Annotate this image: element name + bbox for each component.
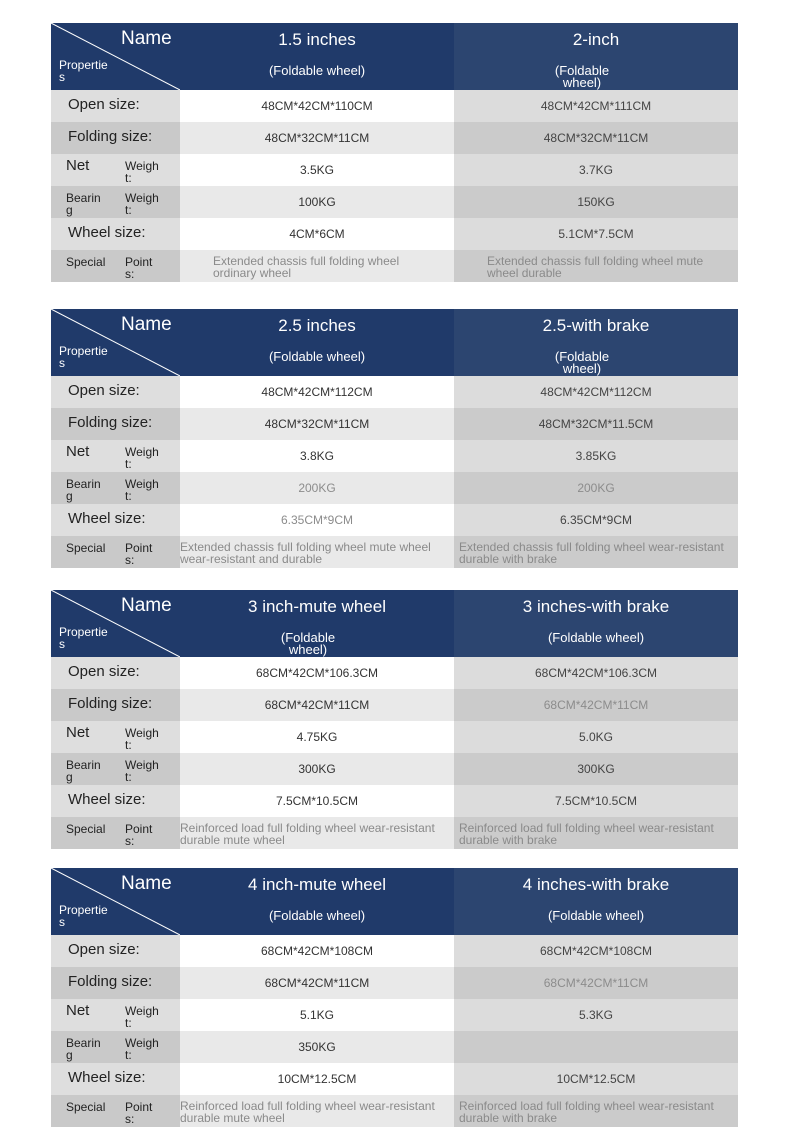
cell-value: 7.5CM*10.5CM xyxy=(454,785,738,817)
cell-value: 68CM*42CM*106.3CM xyxy=(180,657,454,689)
row-label-a: Bearing xyxy=(66,1036,101,1062)
column-subtitle: (Foldable wheel) xyxy=(554,63,610,90)
row-label: Folding size: xyxy=(68,128,153,145)
column-subtitle: (Foldable wheel) xyxy=(268,908,366,923)
column-header-1 xyxy=(180,23,454,90)
row-label-b: Weight: xyxy=(125,758,159,784)
cell-value: 6.35CM*9CM xyxy=(180,504,454,536)
cell-value: 68CM*42CM*108CM xyxy=(454,935,738,967)
row-bearing-weight xyxy=(51,1031,738,1063)
cell-value: 200KG xyxy=(454,472,738,504)
cell-value: 100KG xyxy=(180,186,454,218)
cell-value: Reinforced load full folding wheel wear-resistant durable with brake xyxy=(459,821,714,847)
row-label-b: Points: xyxy=(125,255,153,281)
cell-value: 350KG xyxy=(180,1031,454,1063)
cell-value: 68CM*42CM*11CM xyxy=(454,689,738,721)
row-net-weight xyxy=(51,154,738,186)
column-subtitle: (Foldable wheel) xyxy=(268,63,366,78)
row-label-b: Weight: xyxy=(125,726,159,752)
column-header-2 xyxy=(454,590,738,657)
name-label: Name xyxy=(121,314,172,335)
cell-value: 68CM*42CM*108CM xyxy=(180,935,454,967)
properties-label: Properties xyxy=(59,344,108,370)
column-subtitle: (Foldable wheel) xyxy=(554,349,610,376)
row-label: Wheel size: xyxy=(68,791,146,808)
cell-value: Extended chassis full folding wheel mute wheel wear-resistant and durable xyxy=(180,540,431,566)
row-folding-size xyxy=(51,122,738,154)
row-special-points xyxy=(51,536,738,568)
corner-cell xyxy=(51,868,180,935)
column-title: 4 inches-with brake xyxy=(522,875,670,894)
cell-value: 5.3KG xyxy=(454,999,738,1031)
row-label-a: Special xyxy=(66,1100,106,1114)
row-open-size xyxy=(51,90,738,122)
row-folding-size xyxy=(51,689,738,721)
column-header-1 xyxy=(180,590,454,657)
corner-cell xyxy=(51,309,180,376)
column-title: 3 inches-with brake xyxy=(522,597,670,616)
cell-value: 48CM*42CM*110CM xyxy=(180,90,454,122)
row-label-a: Net xyxy=(66,443,90,460)
row-special-points xyxy=(51,817,738,849)
cell-value: Extended chassis full folding wheel ordinary wheel xyxy=(213,254,400,280)
row-wheel-size xyxy=(51,218,738,250)
name-label: Name xyxy=(121,873,172,894)
table-header xyxy=(51,868,738,935)
row-label-b: Weight: xyxy=(125,159,159,185)
cell-value: 3.5KG xyxy=(180,154,454,186)
cell-value: 4.75KG xyxy=(180,721,454,753)
row-open-size xyxy=(51,935,738,967)
row-label-b: Weight: xyxy=(125,1036,159,1062)
cell-value: 200KG xyxy=(180,472,454,504)
cell-value: Extended chassis full folding wheel wear-resistant durable with brake xyxy=(459,540,724,566)
cell-value: 4CM*6CM xyxy=(180,218,454,250)
cell-value: 68CM*42CM*11CM xyxy=(180,967,454,999)
properties-label: Properties xyxy=(59,903,108,929)
column-header-2 xyxy=(454,309,738,376)
row-label-b: Points: xyxy=(125,541,153,567)
row-label-b: Weight: xyxy=(125,1004,159,1030)
row-label-a: Net xyxy=(66,724,90,741)
row-wheel-size xyxy=(51,1063,738,1095)
corner-cell xyxy=(51,23,180,90)
spec-table-4 xyxy=(51,868,738,1127)
spec-table-2 xyxy=(51,309,738,568)
column-subtitle: (Foldable wheel) xyxy=(547,908,645,923)
row-net-weight xyxy=(51,440,738,472)
row-label-a: Special xyxy=(66,541,106,555)
cell-value: 48CM*42CM*112CM xyxy=(180,376,454,408)
row-label: Wheel size: xyxy=(68,1069,146,1086)
properties-label: Properties xyxy=(59,58,108,84)
row-open-size xyxy=(51,657,738,689)
cell-value: 68CM*42CM*106.3CM xyxy=(454,657,738,689)
corner-cell xyxy=(51,590,180,657)
cell-value: Reinforced load full folding wheel wear-resistant durable mute wheel xyxy=(180,821,435,847)
row-label-a: Bearing xyxy=(66,758,101,784)
cell-value: 48CM*32CM*11CM xyxy=(454,122,738,154)
cell-value: 3.7KG xyxy=(454,154,738,186)
column-header-1 xyxy=(180,868,454,935)
column-title: 1.5 inches xyxy=(278,30,356,49)
column-subtitle: (Foldable wheel) xyxy=(280,630,336,657)
cell-value: Reinforced load full folding wheel wear-resistant durable with brake xyxy=(459,1099,714,1125)
row-folding-size xyxy=(51,967,738,999)
row-label-a: Special xyxy=(66,822,106,836)
cell-value: 68CM*42CM*11CM xyxy=(180,689,454,721)
cell-value: 48CM*32CM*11.5CM xyxy=(454,408,738,440)
row-label-b: Weight: xyxy=(125,191,159,217)
row-wheel-size xyxy=(51,785,738,817)
row-bearing-weight xyxy=(51,472,738,504)
row-label: Wheel size: xyxy=(68,510,146,527)
row-label: Folding size: xyxy=(68,695,153,712)
row-label: Folding size: xyxy=(68,973,153,990)
cell-value: 150KG xyxy=(454,186,738,218)
row-label-b: Weight: xyxy=(125,477,159,503)
cell-value: 3.85KG xyxy=(454,440,738,472)
cell-value: Reinforced load full folding wheel wear-resistant durable mute wheel xyxy=(180,1099,435,1125)
column-title: 2.5-with brake xyxy=(542,316,650,335)
row-label-b: Weight: xyxy=(125,445,159,471)
row-label: Open size: xyxy=(68,382,140,399)
column-header-2 xyxy=(454,23,738,90)
row-bearing-weight xyxy=(51,186,738,218)
column-title: 4 inch-mute wheel xyxy=(248,875,386,894)
row-label-b: Points: xyxy=(125,822,153,848)
row-label: Folding size: xyxy=(68,414,153,431)
cell-value: 10CM*12.5CM xyxy=(180,1063,454,1095)
cell-value: 48CM*32CM*11CM xyxy=(180,408,454,440)
column-title: 3 inch-mute wheel xyxy=(248,597,386,616)
column-subtitle: (Foldable wheel) xyxy=(547,630,645,645)
row-label-a: Net xyxy=(66,157,90,174)
cell-value: Extended chassis full folding wheel mute wheel durable xyxy=(487,254,704,280)
row-folding-size xyxy=(51,408,738,440)
spec-table-1 xyxy=(51,23,738,282)
cell-value: 68CM*42CM*11CM xyxy=(454,967,738,999)
column-title: 2.5 inches xyxy=(278,316,356,335)
cell-value: 6.35CM*9CM xyxy=(454,504,738,536)
row-label-a: Special xyxy=(66,255,106,269)
cell-value: 10CM*12.5CM xyxy=(454,1063,738,1095)
cell-value: 300KG xyxy=(180,753,454,785)
row-wheel-size xyxy=(51,504,738,536)
row-label-b: Points: xyxy=(125,1100,153,1126)
row-special-points xyxy=(51,250,738,282)
column-subtitle: (Foldable wheel) xyxy=(268,349,366,364)
cell-value: 3.8KG xyxy=(180,440,454,472)
column-title: 2-inch xyxy=(572,30,620,49)
table-header xyxy=(51,590,738,657)
row-bearing-weight xyxy=(51,753,738,785)
row-label: Wheel size: xyxy=(68,224,146,241)
row-label-a: Bearing xyxy=(66,477,101,503)
row-label: Open size: xyxy=(68,96,140,113)
row-label-a: Bearing xyxy=(66,191,101,217)
cell-value: 5.1CM*7.5CM xyxy=(454,218,738,250)
name-label: Name xyxy=(121,28,172,49)
row-open-size xyxy=(51,376,738,408)
row-special-points xyxy=(51,1095,738,1127)
table-header xyxy=(51,23,738,90)
properties-label: Properties xyxy=(59,625,108,651)
row-label: Open size: xyxy=(68,663,140,680)
cell-value: 300KG xyxy=(454,753,738,785)
row-label: Open size: xyxy=(68,941,140,958)
spec-table-3 xyxy=(51,590,738,849)
cell-value xyxy=(454,1031,738,1063)
cell-value: 5.0KG xyxy=(454,721,738,753)
column-header-1 xyxy=(180,309,454,376)
column-header-2 xyxy=(454,868,738,935)
cell-value: 5.1KG xyxy=(180,999,454,1031)
cell-value: 48CM*42CM*112CM xyxy=(454,376,738,408)
row-net-weight xyxy=(51,999,738,1031)
cell-value: 7.5CM*10.5CM xyxy=(180,785,454,817)
row-net-weight xyxy=(51,721,738,753)
cell-value: 48CM*32CM*11CM xyxy=(180,122,454,154)
cell-value: 48CM*42CM*111CM xyxy=(454,90,738,122)
row-label-a: Net xyxy=(66,1002,90,1019)
table-header xyxy=(51,309,738,376)
name-label: Name xyxy=(121,595,172,616)
